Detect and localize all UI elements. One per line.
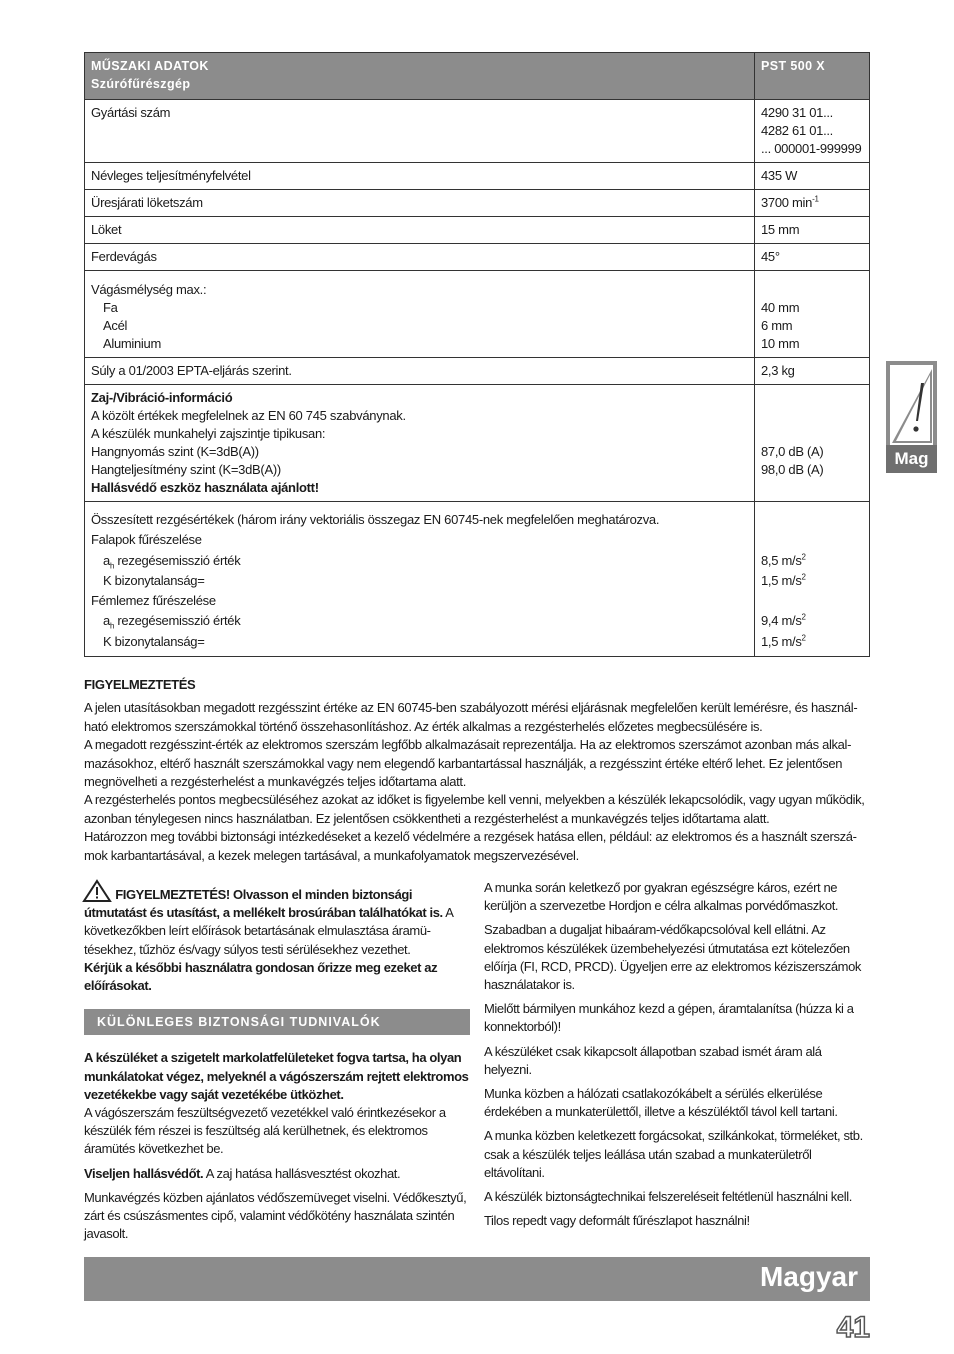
vib-unit-sup: 2 [801, 633, 806, 643]
vib-value: 1,5 [761, 633, 779, 649]
serial-value: ... 000001-999999 [761, 141, 862, 156]
page-number: 41 [836, 1311, 870, 1344]
language-side-tab [886, 361, 937, 473]
vib-unit-sup: 2 [801, 552, 806, 562]
noise-pressure-label: Hangnyomás szint (K=3dB(A)) [91, 444, 259, 459]
warning-paragraph: A jelen utasításokban megadott rezgésszint értéke az EN 60745-ben szabályozott mérési eljárásnak megfelelően került lemérésre, és használ-ható elektromos szerszámokkal történő összehasonlításhoz. Az érték alkalmas a rezgésterhelés előzetes megbecsülésére is. [84, 700, 858, 734]
section-title-bar: KÜLÖNLEGES BIZTONSÁGI TUDNIVALÓK [84, 1009, 470, 1035]
safety-paragraph: Szabadban a dugaljat hibaáram-védőkapcsolóval kell ellátni. Az elektromos készülékek üzembehelyezési útmutatása ezt kötelezően előírja (FI, RCD, PRCD). Ügyeljen erre az elektromos kéziszerszámok használatakor is. [484, 922, 862, 993]
spec-model: PST 500 X [755, 53, 870, 100]
safety-paragraph-bold: Viseljen hallásvédőt. [84, 1165, 204, 1181]
ah-symbol: a [103, 552, 110, 568]
side-tab-label: Mag [886, 445, 937, 473]
spec-label: Löket [85, 217, 755, 244]
spec-label: Gyártási szám [85, 100, 755, 163]
warning-exclamation-icon [886, 361, 937, 445]
spec-label: Ferdevágás [85, 244, 755, 271]
noise-power-value: 98,0 dB (A) [761, 462, 824, 477]
k-label: K bizonytalanság= [103, 633, 205, 649]
safety-paragraph: Mielőtt bármilyen munkához kezd a gépen, áramtalanítsa (húzza ki a konnektorból)! [484, 1001, 854, 1035]
safety-paragraph: Munkavégzés közben ajánlatos védőszemüveget viselni. Védőkesztyű, zárt és csúszásmentes cipő, valamint védőkötény használata szintén javasolt. [84, 1189, 467, 1242]
vib-value: 8,5 [761, 552, 779, 568]
right-column [484, 879, 870, 1236]
safety-paragraph: Tilos repedt vagy deformált fűrészlapot használni! [484, 1213, 750, 1229]
spec-title: MŰSZAKI ADATOK [91, 59, 209, 73]
vib-unit: m/s [781, 552, 802, 568]
warning-paragraph: A megadott rezgésszint-érték az elektromos szerszám legfőbb alkalmazásait reprezentálja. Ha az elektromos szerszámot azonban más alkal-mazásokhoz, eltérő használt szerszámokkal vagy nem elegendő karbantartással használják, a rezgésszint értéke eltérő lehet. Ez jelentősen megnövelheti a rezgésterhelést a munkavégzés teljes időtartama alatt. [84, 737, 852, 790]
vib-value: 9,4 [761, 613, 779, 629]
spec-value: 2,3 kg [755, 358, 870, 385]
safety-paragraph: A munka közben keletkezett forgácsokat, szilkánkokat, törmeléket, stb. csak a készülék teljes leállása után szabad a munkaterületről eltávolítani. [484, 1128, 863, 1180]
footer-language: Magyar [759, 1261, 858, 1292]
ah-subscript: h [109, 622, 115, 632]
safety-paragraph: A készüléket csak kikapcsolt állapotban szabad ismét áram alá helyezni. [484, 1043, 822, 1077]
ear-protection-note: Hallásvédő eszköz használata ajánlott! [91, 480, 319, 495]
spec-row [85, 190, 870, 217]
left-column [84, 879, 470, 1249]
k-label: K bizonytalanság= [103, 572, 205, 588]
spec-row-serial [85, 100, 870, 163]
spec-value: 45° [755, 244, 870, 271]
spec-row [85, 163, 870, 190]
spec-row-cut-depth [85, 271, 870, 358]
warning-paragraph: A rezgésterhelés pontos megbecsüléséhez azokat az időket is figyelembe kell venni, melyekben a készülék lekapcsolódik, vagy ugyan működik, azonban ténylegesen nincs használatban. Ez jelentősen csökkentheti a rezgésterhelést a munkavégzés teljes időtartama alatt. [84, 792, 865, 826]
safety-paragraph-bold: A készüléket a szigetelt markolatfelületeket fogva tartsa, ha olyan munkálatokat végez, melyeknél a vágószerszám rejtett elektromos vezetékekbe vagy saját vezetékébe ütközhet. [84, 1050, 469, 1102]
spec-table [84, 52, 870, 657]
vib-unit-sup: 2 [801, 572, 806, 582]
ah-label: rezegésemisszió érték [117, 552, 241, 568]
safety-paragraph: A munka során keletkező por gyakran egészségre káros, ezért ne kerüljön a szervezetbe Hordjon e célra alkalmas porvédőmaszkot. [484, 880, 839, 914]
spec-row-noise [85, 385, 870, 502]
spec-subtitle: Szúrófűrészgép [91, 77, 191, 91]
ah-subscript: h [109, 561, 115, 571]
safety-paragraph: A zaj hatása hallásvesztést okozhat. [203, 1165, 401, 1181]
spec-row-vibration [85, 502, 870, 657]
vib-unit-sup: 2 [801, 613, 806, 623]
spec-label: Névleges teljesítményfelvétel [85, 163, 755, 190]
warning-triangle-icon [82, 879, 112, 903]
spec-table-header [85, 53, 870, 100]
language-footer-bar [84, 1257, 870, 1301]
spec-row [85, 244, 870, 271]
serial-value: 4282 61 01... [761, 123, 833, 138]
cut-depth-value: 40 mm [761, 300, 800, 315]
vibration-group: Falapok fűrészelése [91, 532, 202, 548]
cut-depth-item: Fa [103, 300, 118, 315]
noise-pressure-value: 87,0 dB (A) [761, 444, 824, 459]
safety-keep-note: Kérjük a későbbi használatra gondosan őrizze meg ezeket az előírásokat. [84, 959, 438, 994]
cut-depth-item: Acél [103, 318, 128, 333]
warning-paragraph: Határozzon meg további biztonsági intézkedéseket a kezelő védelmére a rezgések hatása ellen, például: az elektromos és a használt szerszá-mok karbantartásával, a kezek melegen tartásával, a munkafolyamatok megszervezésével. [84, 829, 857, 863]
cut-depth-item: Aluminium [103, 336, 161, 351]
safety-paragraph: Munka közben a hálózati csatlakozókábelt a sérülés elkerülése érdekében a munkaterülettől, illetve a készüléktől távol kell tartani. [484, 1086, 838, 1120]
vib-unit: m/s [781, 613, 802, 629]
ah-symbol: a [103, 613, 110, 629]
spec-value: 3700 min [761, 195, 813, 210]
safety-warning-bold: FIGYELMEZTETÉS! Olvasson el minden biztonsági útmutatást és utasítást, a mellékelt brosúrában találhatókat is. [84, 887, 443, 921]
noise-line: A közölt értékek megfelelnek az EN 60 745 szabványnak. [91, 408, 406, 423]
spec-value-sup: -1 [812, 194, 819, 204]
cut-depth-value: 6 mm [761, 318, 793, 333]
cut-depth-value: 10 mm [761, 336, 800, 351]
vib-unit: m/s [781, 572, 802, 588]
spec-value: 15 mm [755, 217, 870, 244]
vibration-group: Fémlemez fűrészelése [91, 593, 216, 609]
noise-title: Zaj-/Vibráció-információ [91, 390, 233, 405]
vibration-warning [84, 676, 870, 865]
vib-value: 1,5 [761, 572, 779, 588]
vibration-intro: Összesített rezgésértékek (három irány vektoriális összegaz EN 60745-nek megfelelően meghatározva. [91, 512, 660, 527]
safety-warning-text: A következőkben leírt előírások betartásának elmulasztása áramü-tésekhez, tűzhöz és/vagy súlyos testi sérülésekhez vezethet. [84, 905, 453, 957]
noise-line: A készülék munkahelyi zajszintje tipikusan: [91, 426, 326, 441]
cut-depth-label: Vágásmélység max.: [91, 282, 207, 297]
spec-row-weight [85, 358, 870, 385]
noise-power-label: Hangteljesítmény szint (K=3dB(A)) [91, 462, 281, 477]
vib-unit: m/s [781, 633, 802, 649]
spec-label: Súly a 01/2003 EPTA-eljárás szerint. [85, 358, 755, 385]
serial-value: 4290 31 01... [761, 105, 833, 120]
spec-label: Üresjárati löketszám [85, 190, 755, 217]
ah-label: rezegésemisszió érték [117, 613, 241, 629]
safety-paragraph: A vágószerszám feszültségvezető vezetékkel való érintkezésekor a készülék fém részei is feszültség alá kerülhetnek, és elektromos áramütés következhet be. [84, 1105, 446, 1157]
spec-value: 435 W [755, 163, 870, 190]
spec-row [85, 217, 870, 244]
warning-title: FIGYELMEZTETÉS [84, 677, 196, 692]
safety-paragraph: A készülék biztonságtechnikai felszereléseit feltétlenül használni kell. [484, 1189, 852, 1205]
